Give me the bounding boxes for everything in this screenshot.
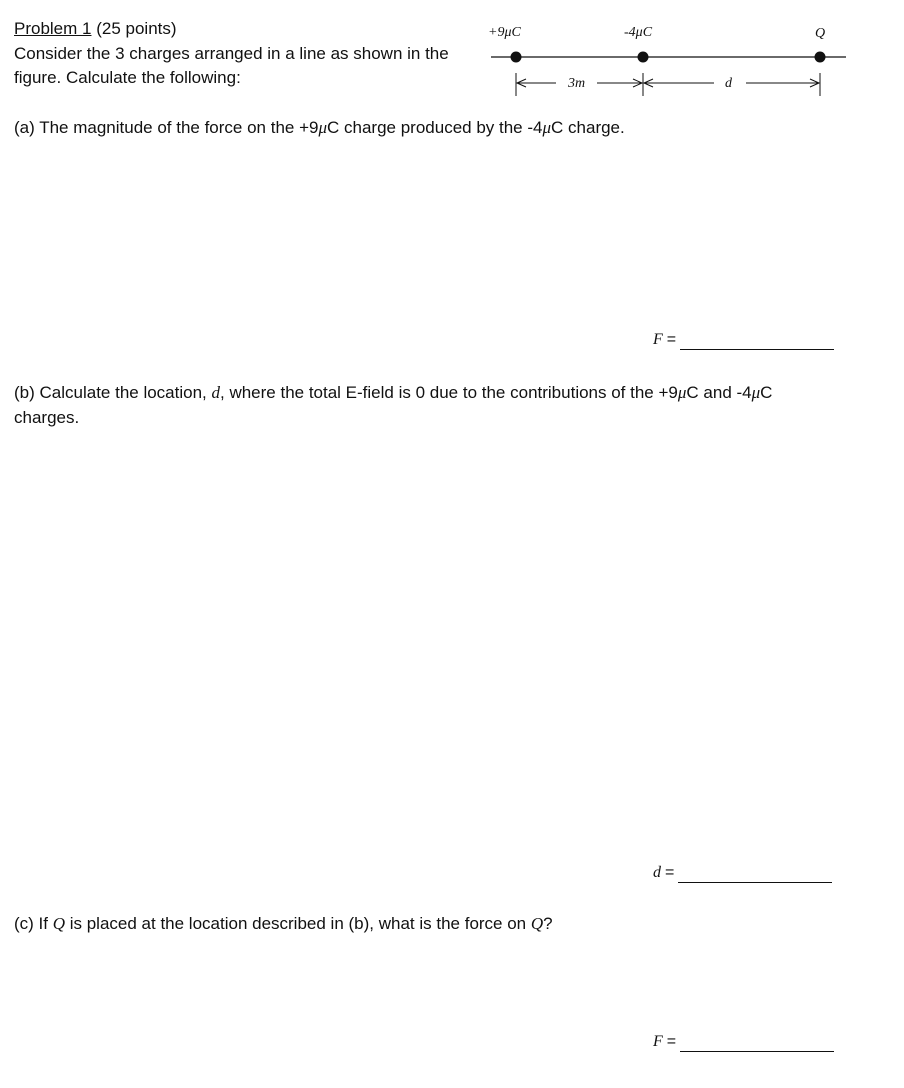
- charge2-label: -4μC: [624, 25, 653, 40]
- part-c-question: (c) If Q is placed at the location described in (b), what is the force on Q?: [14, 914, 553, 933]
- problem-intro-line1: Consider the 3 charges arranged in a line as shown in the: [14, 44, 449, 63]
- part-b-answer-blank[interactable]: [678, 866, 832, 883]
- part-a-answer-var: F: [653, 331, 663, 348]
- problem-intro-line2: figure. Calculate the following:: [14, 68, 241, 87]
- charge3-label: Q: [815, 26, 826, 41]
- part-b-question-line2: charges.: [14, 408, 80, 427]
- charge-figure: [0, 0, 904, 110]
- part-c-answer-var: F: [653, 1033, 663, 1050]
- part-b-answer: d =: [653, 863, 832, 883]
- charge1-dot: [511, 52, 522, 63]
- charge2-dot: [638, 52, 649, 63]
- problem-title: Problem 1: [14, 19, 92, 38]
- part-a-answer-blank[interactable]: [680, 333, 834, 350]
- part-b-answer-var: d: [653, 864, 661, 881]
- part-a-answer: F =: [653, 330, 834, 350]
- problem-points: (25 points): [96, 19, 177, 38]
- part-b-question: (b) Calculate the location, d, where the total E-field is 0 due to the contributions of the +9μC and -4μC: [14, 383, 773, 402]
- part-a-question: (a) The magnitude of the force on the +9μC charge produced by the -4μC charge.: [14, 118, 625, 137]
- charge3-dot: [815, 52, 826, 63]
- part-c-answer-blank[interactable]: [680, 1035, 834, 1052]
- part-c-answer: F =: [653, 1032, 834, 1052]
- charge1-label: +9μC: [488, 25, 521, 40]
- distance2-label: d: [725, 76, 732, 91]
- distance1-label: 3m: [568, 76, 586, 91]
